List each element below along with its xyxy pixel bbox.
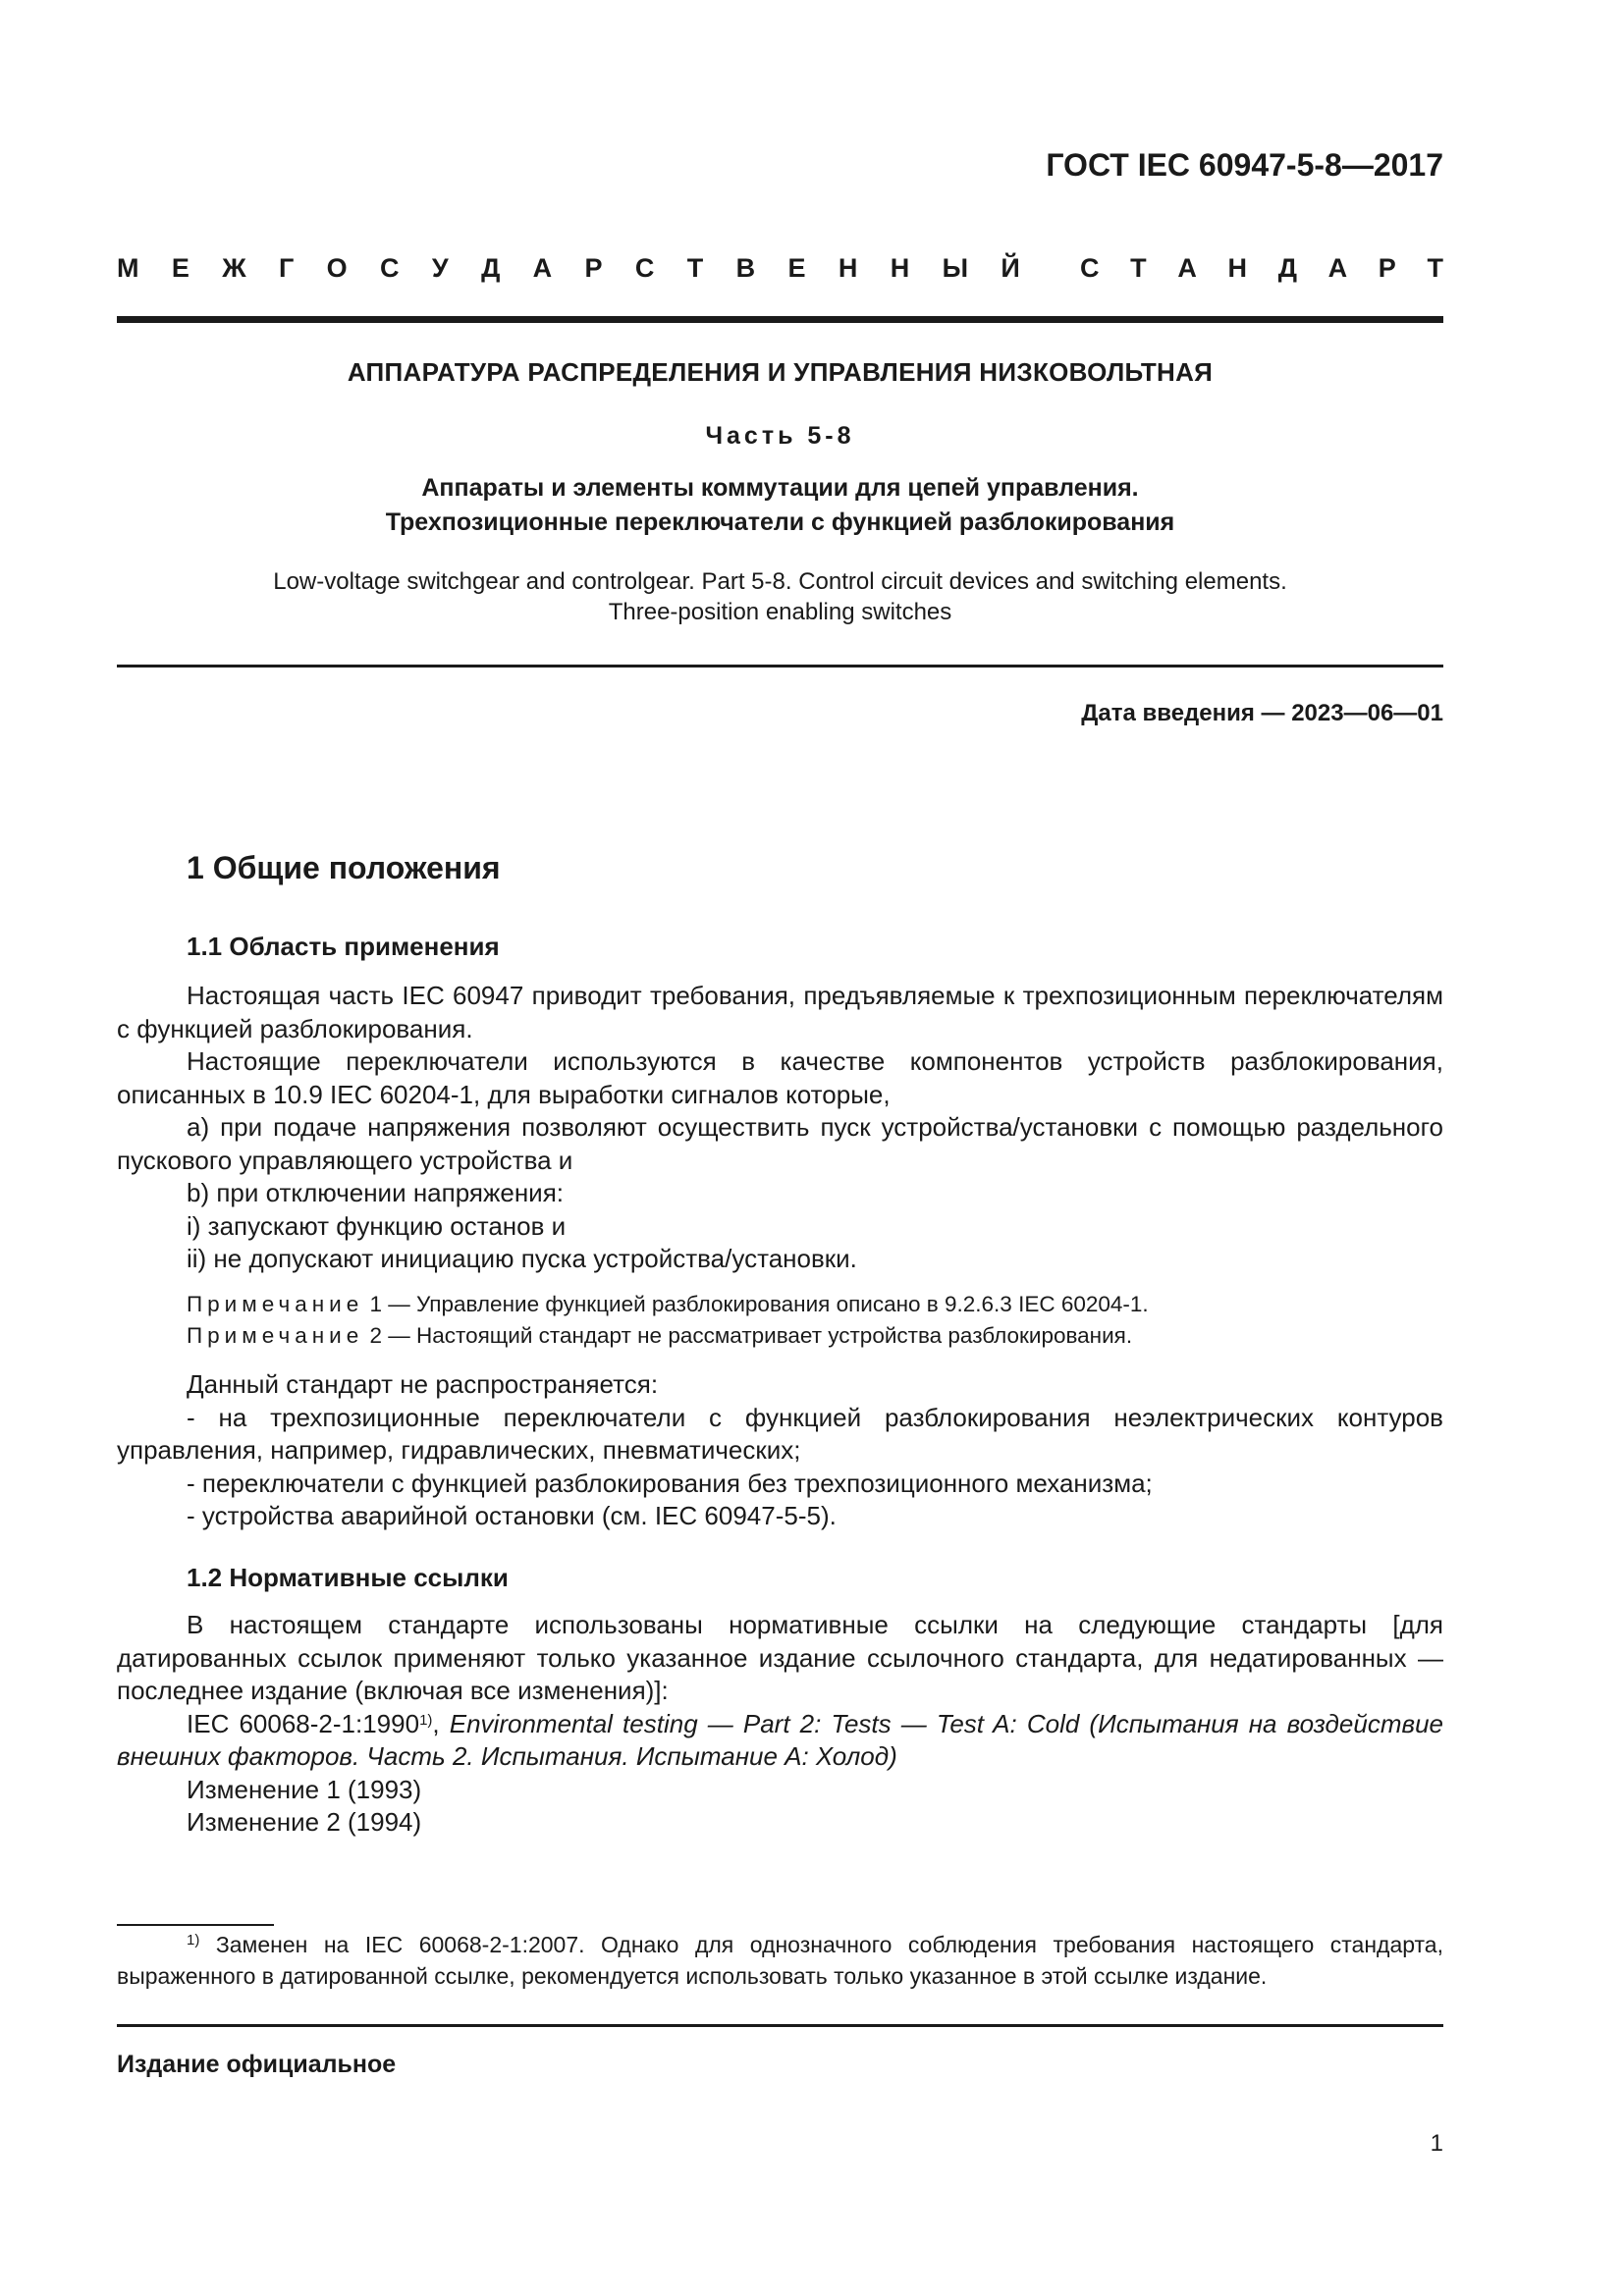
scope-item-b: b) при отключении напряжения: (187, 1178, 565, 1207)
subsection-heading-scope: 1.1 Область применения (187, 932, 500, 961)
note-1-label: Примечание (187, 1292, 364, 1316)
subtitle-line-1: Аппараты и элементы коммутации для цепей управления. (421, 474, 1139, 502)
header-rule (117, 316, 1443, 323)
amendment-2: Изменение 2 (1994) (187, 1807, 422, 1837)
footnote-text: Заменен на IEC 60068-2-1:2007. Однако для однозначного соблюдения требования настоящего стандарта, выраженного в датированной ссылке, рекомендуется использовать только указанное в этой ссылке издание. (117, 1932, 1443, 1989)
standard-type-word-2: С Т А Н Д А Р Т (1080, 253, 1443, 283)
footnote-marker: 1) (187, 1932, 200, 1949)
edition-label: Издание официальное (117, 2051, 397, 2078)
title-rule (117, 665, 1443, 667)
scope-paragraph-2: Настоящие переключатели используются в качестве компонентов устройств разблокирования, описанных в 10.9 IEC 60204-1, для выработки сигналов которые, (117, 1046, 1443, 1109)
reference-1-code: IEC 60068-2-1:1990 (187, 1708, 420, 1738)
exclusions-intro: Данный стандарт не распространяется: (187, 1369, 659, 1399)
exclusion-item-3: - устройства аварийной остановки (см. IEC 60947-5-5). (187, 1501, 837, 1530)
note-2-text: 2 — Настоящий стандарт не рассматривает устройства разблокирования. (363, 1323, 1133, 1348)
references-text (117, 1609, 1443, 1840)
scope-item-a: a) при подаче напряжения позволяют осуществить пуск устройства/установки с помощью раздельного пускового управляющего устройства и (117, 1112, 1443, 1175)
section-heading: 1 Общие положения (187, 850, 501, 885)
reference-1-footnote-marker[interactable]: 1) (419, 1711, 433, 1729)
reference-1 (117, 1708, 1443, 1774)
exclusion-item-1: - на трехпозиционные переключатели с функцией разблокирования неэлектрических контуров управления, например, гидравлических, пневматических; (117, 1402, 1443, 1465)
standard-type-word-1: М Е Ж Г О С У Д А Р С Т В Е Н Н Ы Й (117, 253, 1020, 283)
subtitle (117, 471, 1443, 540)
note-2 (187, 1320, 1443, 1352)
note-1 (187, 1289, 1443, 1320)
reference-1-separator: , (432, 1708, 450, 1738)
footnote (117, 1929, 1443, 1992)
note-2-label: Примечание (187, 1323, 364, 1348)
amendment-1: Изменение 1 (1993) (187, 1774, 422, 1804)
notes (187, 1289, 1443, 1352)
exclusion-item-2: - переключатели с функцией разблокирования без трехпозиционного механизма; (187, 1468, 1153, 1498)
english-title-line-1: Low-voltage switchgear and controlgear. Part 5-8. Control circuit devices and switching elements. (273, 568, 1287, 595)
page-number: 1 (1430, 2130, 1443, 2157)
main-title: АППАРАТУРА РАСПРЕДЕЛЕНИЯ И УПРАВЛЕНИЯ НИЗКОВОЛЬТНАЯ (347, 357, 1214, 387)
scope-paragraph-1: Настоящая часть IEC 60947 приводит требования, предъявляемые к трехпозиционным переключателям с функцией разблокирования. (117, 981, 1443, 1043)
scope-text (117, 980, 1443, 1276)
scope-item-ii: ii) не допускают инициацию пуска устройства/установки. (187, 1244, 857, 1273)
reference-1-title: Environmental testing — Part 2: Tests — Test A: Cold (Испытания на воздействие внешних факторов. Часть 2. Испытания. Испытание А: Холод) (117, 1708, 1443, 1771)
exclusions-text (117, 1368, 1443, 1533)
footer-rule (117, 2024, 1443, 2027)
subtitle-line-2: Трехпозиционные переключатели с функцией разблокирования (385, 508, 1175, 536)
english-title-line-2: Three-position enabling switches (608, 599, 952, 625)
footnote-rule (117, 1924, 274, 1926)
introduction-date: Дата введения — 2023—06—01 (1081, 700, 1443, 726)
note-1-text: 1 — Управление функцией разблокирования описано в 9.2.6.3 IEC 60204-1. (363, 1292, 1149, 1316)
scope-item-i: i) запускают функцию останов и (187, 1210, 567, 1241)
standard-type-banner (117, 253, 1443, 284)
part-label: Часть 5-8 (705, 422, 855, 450)
references-paragraph: В настоящем стандарте использованы нормативные ссылки на следующие стандарты [для датированных ссылок применяют только указанное издание ссылочного стандарта, для недатированных — последнее издание (включая все изменения)]: (117, 1610, 1443, 1705)
english-title (117, 566, 1443, 627)
document-number: ГОСТ IEC 60947-5-8—2017 (1046, 147, 1443, 183)
subsection-heading-references: 1.2 Нормативные ссылки (187, 1563, 509, 1592)
